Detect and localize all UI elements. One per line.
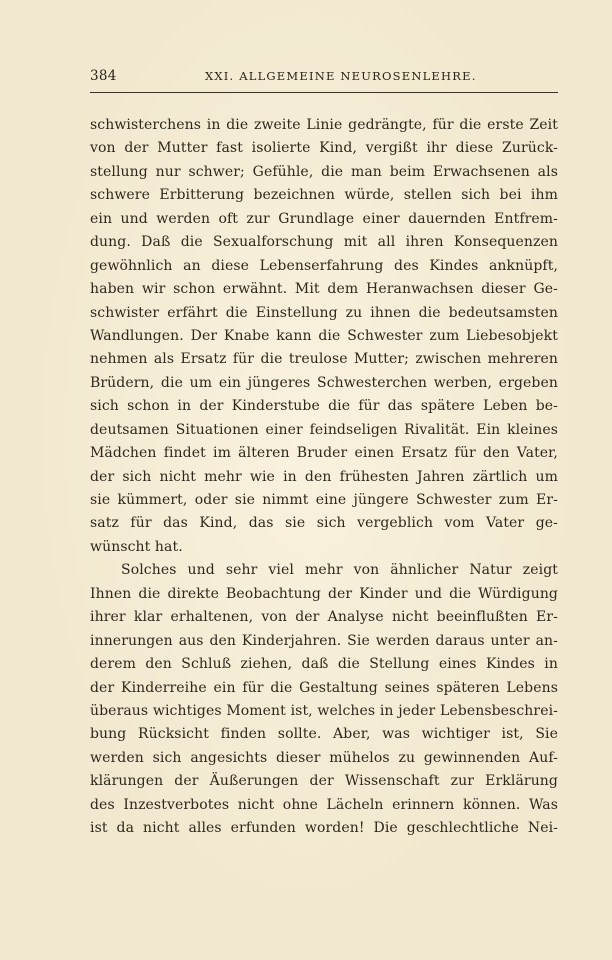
text-line: derem den Schluß ziehen, daß die Stellung eines Kindes in — [90, 656, 558, 673]
text-line: stellung nur schwer; Gefühle, die man beim Erwachsenen als — [90, 163, 558, 180]
text-line: gewöhnlich an diese Lebenserfahrung des Kindes anknüpft, — [90, 257, 558, 274]
text-line: haben wir schon erwähnt. Mit dem Heranwachsen dieser Ge- — [90, 281, 558, 298]
header-rule — [90, 92, 558, 93]
paragraph-end-line: wünscht hat. — [90, 538, 183, 555]
text-line: nehmen als Ersatz für die treulose Mutter; zwischen mehreren — [90, 351, 558, 368]
text-line: satz für das Kind, das sie sich vergeblich vom Vater ge- — [90, 515, 558, 532]
text-line: schwisterchens in die zweite Linie gedrängte, für die erste Zeit — [90, 117, 558, 133]
text-line: der Kinderreihe ein für die Gestaltung seines späteren Lebens — [90, 679, 558, 696]
text-line: von der Mutter fast isolierte Kind, vergißt ihr diese Zurück- — [90, 140, 558, 157]
text-line: bung Rücksicht finden sollte. Aber, was wichtiger ist, Sie — [90, 726, 558, 743]
page-header — [90, 68, 557, 88]
text-line: ein und werden oft zur Grundlage einer dauernden Entfrem- — [90, 210, 558, 227]
text-line: überaus wichtiges Moment ist, welches in jeder Lebensbeschrei- — [90, 702, 558, 719]
page-number: 384 — [90, 68, 117, 84]
text-line: schwister erfährt die Einstellung zu ihnen die bedeutsamsten — [90, 304, 558, 321]
text-line: der sich nicht mehr wie in den frühesten Jahren zärtlich um — [90, 468, 558, 485]
text-line: schwere Erbitterung bezeichnen würde, stellen sich bei ihm — [90, 187, 558, 204]
text-line: Brüdern, die um ein jüngeres Schwesterchen werben, ergeben — [90, 374, 558, 391]
paragraph-start-line: Solches und sehr viel mehr von ähnlicher Natur zeigt — [121, 562, 558, 579]
text-line: werden sich angesichts dieser mühelos zu gewinnenden Auf- — [90, 749, 558, 766]
text-line: des Inzestverbotes nicht ohne Lächeln erinnern können. Was — [90, 796, 558, 813]
text-line: sich schon in der Kinderstube die für das spätere Leben be- — [90, 398, 558, 415]
text-line: ist da nicht alles erfunden worden! Die geschlechtliche Nei- — [90, 820, 558, 837]
text-line: Mädchen findet im älteren Bruder einen Ersatz für den Vater, — [90, 445, 558, 462]
text-line: innerungen aus den Kinderjahren. Sie werden daraus unter an- — [90, 632, 558, 649]
text-line: deutsamen Situationen einer feindseligen Rivalität. Ein kleines — [90, 421, 558, 438]
text-line: klärungen der Äußerungen der Wissenschaft zur Erklärung — [90, 773, 558, 790]
body-text — [90, 114, 558, 841]
text-line: Wandlungen. Der Knabe kann die Schwester zum Liebesobjekt — [90, 327, 558, 344]
text-line: ihrer klar erhaltenen, von der Analyse nicht beeinflußten Er- — [90, 609, 558, 626]
text-line: sie kümmert, oder sie nimmt eine jüngere Schwester zum Er- — [90, 492, 558, 508]
running-head: XXI. ALLGEMEINE NEUROSENLEHRE. — [205, 69, 477, 83]
text-line: dung. Daß die Sexualforschung mit all ihren Konsequenzen — [90, 234, 558, 251]
text-line: Ihnen die direkte Beobachtung der Kinder und die Würdigung — [90, 585, 558, 602]
